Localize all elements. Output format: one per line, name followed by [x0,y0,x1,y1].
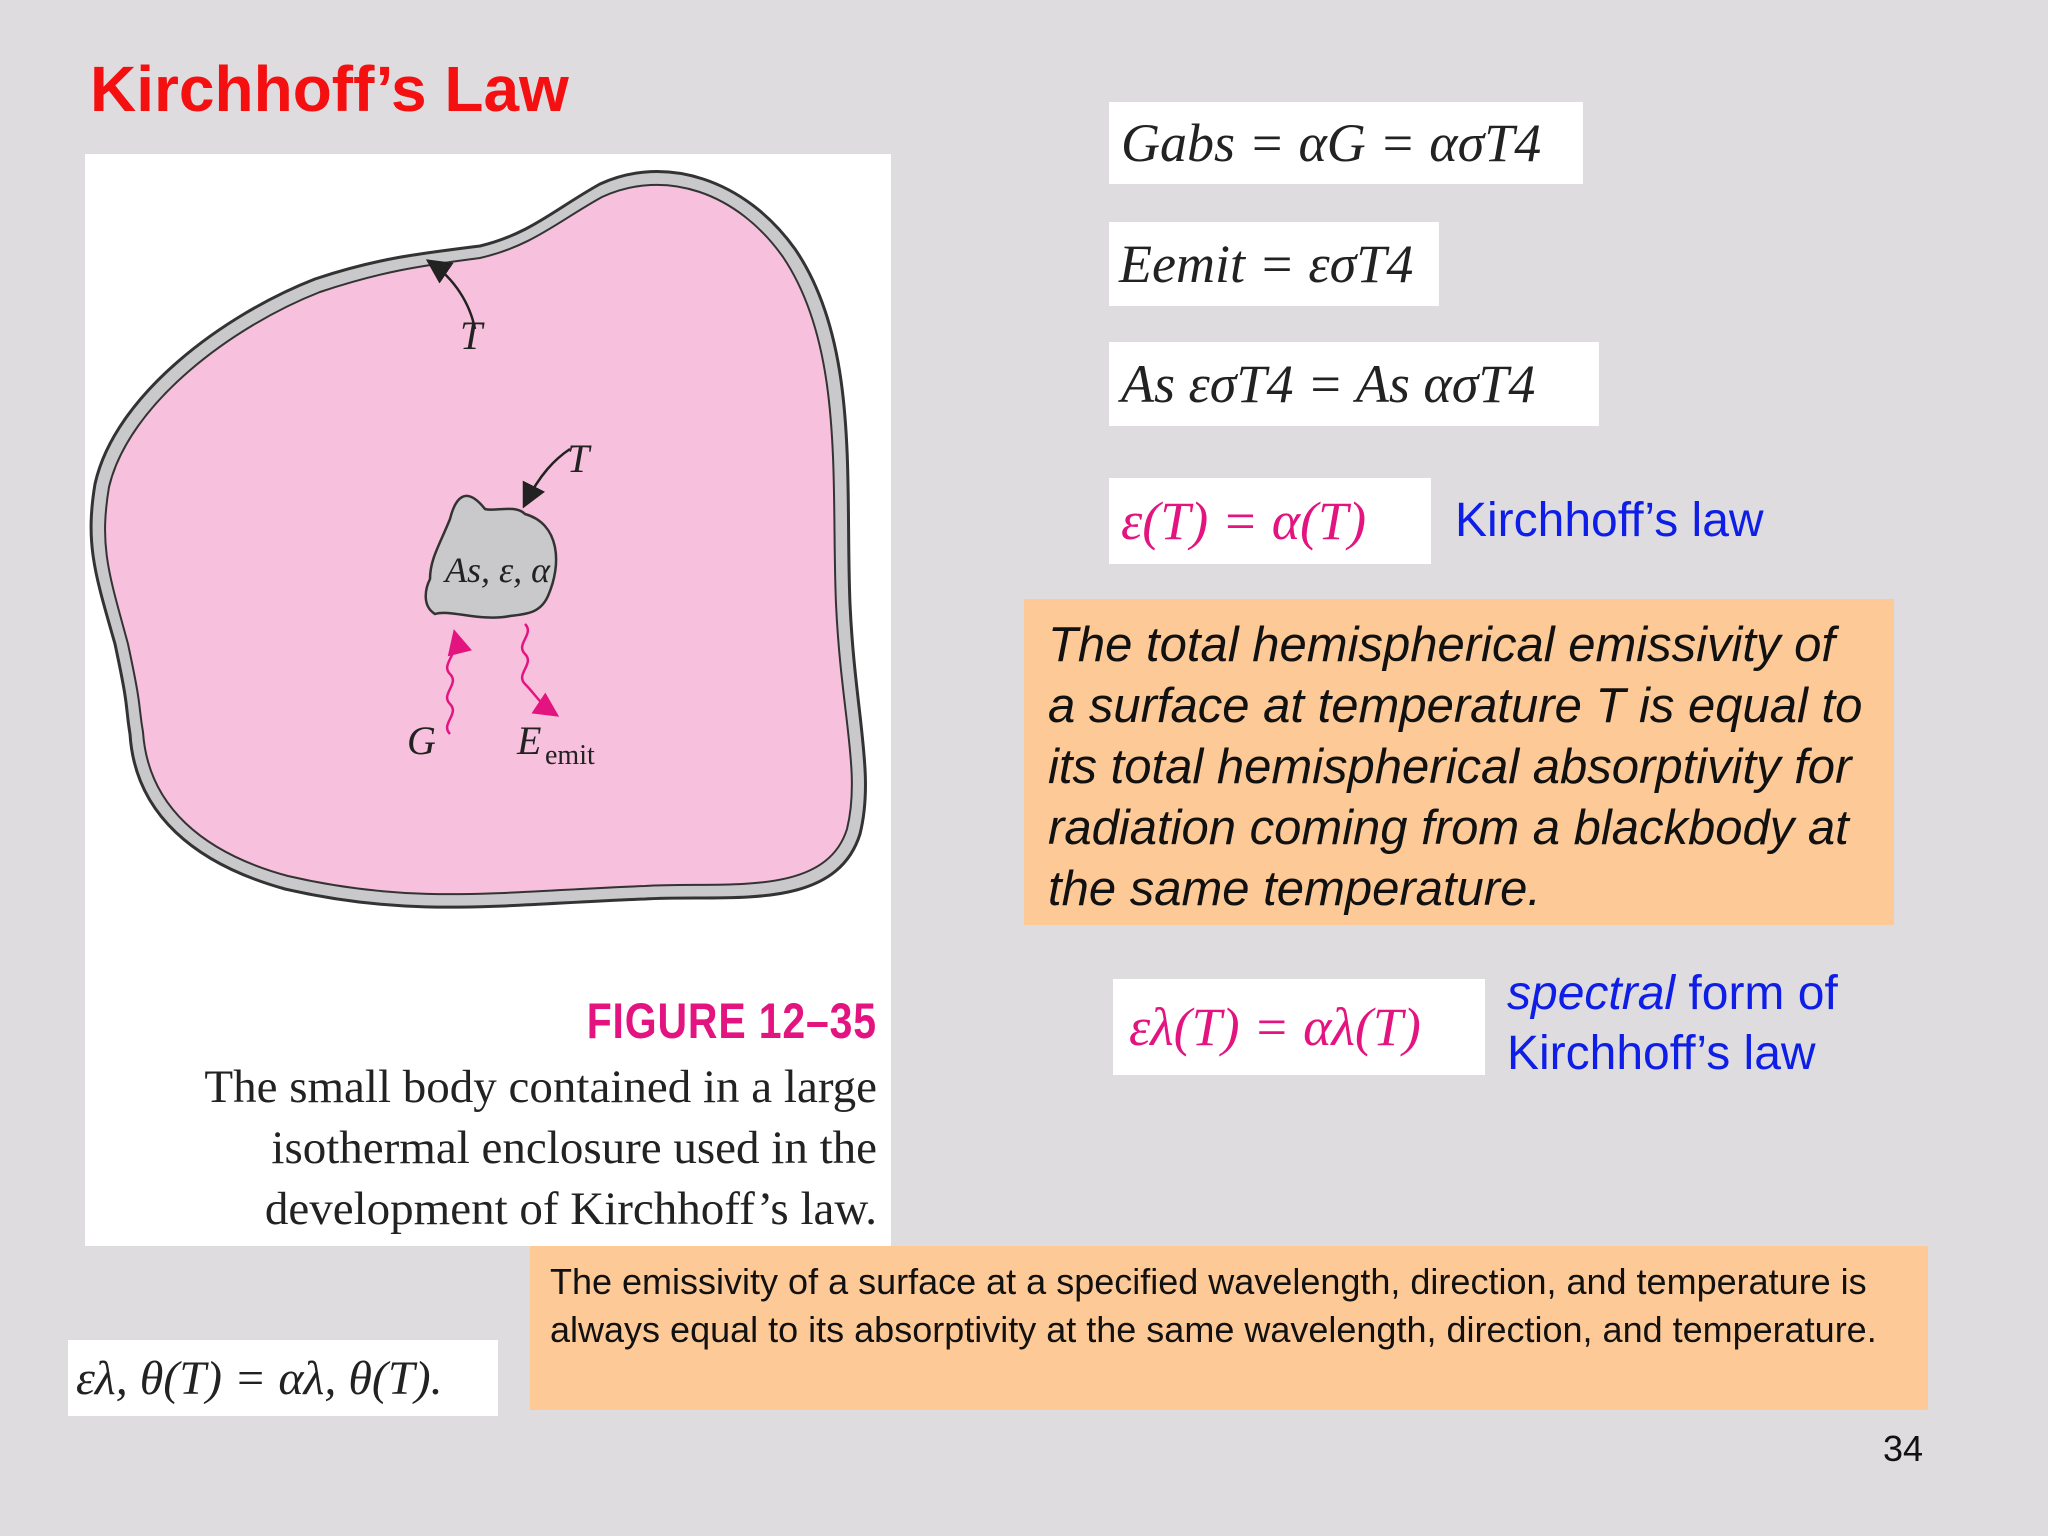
equation-emitted [1109,222,1439,306]
label-E-sub: emit [545,740,595,771]
label-G: G [407,718,436,763]
equation-balance-text: As εσT4 = As ασT4 [1121,354,1536,414]
total-statement-text: The total hemispherical emissivity of a surface at temperature T is equal to its total hemispherical absorptivity for radiation coming from a blackbody at the same temperature. [1048,618,1863,916]
equation-kirchhoff [1109,478,1431,564]
equation-kirchhoff-text: ε(T) = α(T) [1121,491,1367,551]
directional-statement-box [530,1246,1928,1410]
equation-directional [68,1340,498,1416]
label-E: E [517,718,542,763]
slide-title: Kirchhoff’s Law [90,53,569,125]
label-T-outer: T [460,313,483,358]
page-number: 34 [1882,1428,1923,1469]
spectral-line2: Kirchhoff’s law [1507,1027,1816,1080]
figure-panel [85,154,891,1246]
spectral-form-label [1507,964,1838,1084]
kirchhoff-law-label: Kirchhoff’s law [1455,494,1764,547]
spectral-rest: form of [1675,967,1838,1020]
label-T-inner: T [567,436,590,481]
equation-spectral [1113,979,1485,1075]
equation-absorbed-text: Gabs = αG = ασT4 [1121,113,1542,173]
total-statement-box [1024,599,1894,925]
figure-caption-title: FIGURE 12–35 [586,993,877,1049]
equation-absorbed [1109,102,1583,184]
label-body: As, ε, α [445,550,551,590]
equation-directional-text: ελ, θ(T) = αλ, θ(T). [76,1351,443,1405]
spectral-word: spectral [1507,967,1676,1020]
equation-spectral-text: ελ(T) = αλ(T) [1129,997,1421,1057]
figure-caption-text: The small body contained in a large isothermal enclosure used in the development of Kirchhoff’s law. [204,1061,877,1235]
equation-emitted-text: Eemit = εσT4 [1119,234,1414,294]
directional-statement-text: The emissivity of a surface at a specified wavelength, direction, and temperature is always equal to its absorptivity at the same wavelength, direction, and temperature. [550,1261,1877,1350]
enclosure-diagram [85,154,891,974]
equation-balance [1109,342,1599,426]
